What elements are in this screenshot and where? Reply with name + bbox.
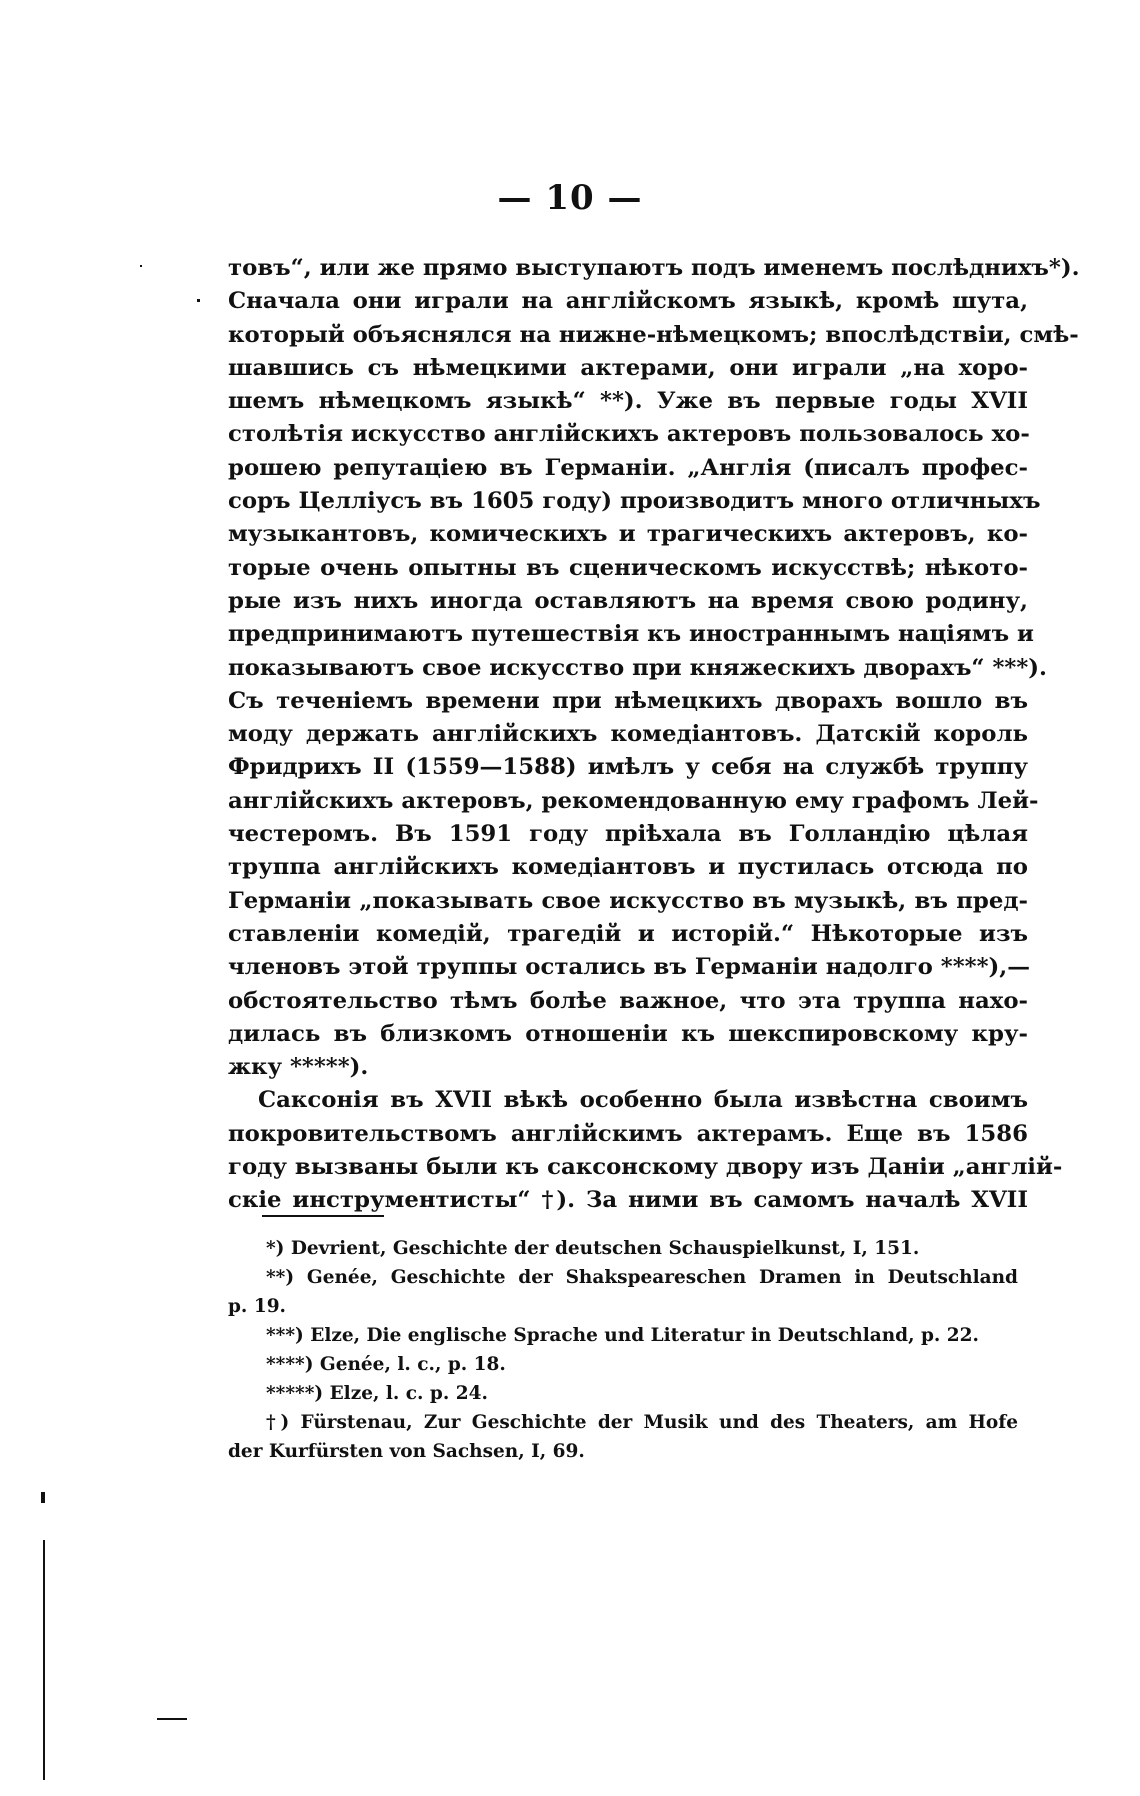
body-line: англійскихъ актеровъ, рекомендованную ему графомъ Лей- [228,787,1039,814]
paragraph-first-line: Саксонія въ XVII вѣкѣ особенно была извѣстна своимъ [258,1087,1028,1114]
body-line: показываютъ свое искусство при княжескихъ дворахъ“ ***). [228,654,1047,681]
body-line: музыкантовъ, комическихъ и трагическихъ актеровъ, ко- [228,521,1028,548]
body-line: столѣтія искусство англійскихъ актеровъ пользовалось хо- [228,421,1030,448]
body-text [228,252,1080,1218]
body-line: Съ теченіемъ времени при нѣмецкихъ дворахъ вошло въ [228,687,1028,714]
footnote: **) Genée, Geschichte der Shakspeareschen Dramen in Deutschland [266,1267,1018,1288]
body-line: который объяснялся на нижне-нѣмецкомъ; впослѣдствіи, смѣ- [228,321,1079,348]
footnote: ****) Genée, l. c., p. 18. [266,1354,506,1375]
body-line: товъ“, или же прямо выступаютъ подъ именемъ послѣднихъ*). [228,255,1080,281]
body-line: скіе инструментисты“ †). За ними въ самомъ началѣ XVII [228,1187,1028,1214]
footnote-continuation: p. 19. [228,1296,287,1317]
body-line: обстоятельство тѣмъ болѣе важное, что эта труппа нахо- [228,987,1028,1014]
body-line: году вызваны были къ саксонскому двору изъ Даніи „англій- [228,1154,1063,1181]
body-line: труппа англійскихъ комедіантовъ и пустилась отсюда по [228,854,1028,881]
body-line: Сначала они играли на англійскомъ языкѣ, кромѣ шута, [228,288,1028,315]
footnote: †) Fürstenau, Zur Geschichte der Musik und des Theaters, am Hofe [266,1412,1018,1433]
body-line: жку *****). [228,1054,369,1081]
footnote: ***) Elze, Die englische Sprache und Literatur in Deutschland, p. 22. [266,1325,979,1346]
page-number: — 10 — [497,178,643,218]
body-line: шавшись съ нѣмецкими актерами, они играли „на хоро- [228,354,1028,381]
body-line: честеромъ. Въ 1591 году пріѣхала въ Голландію цѣлая [228,821,1028,848]
footnotes [228,1234,1018,1466]
scan-mark [197,299,200,302]
body-line: рые изъ нихъ иногда оставляютъ на время свою родину, [228,587,1028,614]
scan-mark [41,1492,45,1503]
body-line: шемъ нѣмецкомъ языкѣ“ **). Уже въ первые годы XVII [228,388,1028,415]
body-line: членовъ этой труппы остались въ Германіи надолго ****),— [228,954,1031,981]
body-line: дилась въ близкомъ отношеніи къ шекспировскому кру- [228,1020,1028,1047]
footnote-separator [262,1215,384,1217]
footnote-continuation: der Kurfürsten von Sachsen, I, 69. [228,1441,585,1462]
body-line: ставленіи комедій, трагедій и исторій.“ Нѣкоторые изъ [228,920,1028,947]
footnote: *) Devrient, Geschichte der deutschen Schauspielkunst, I, 151. [266,1238,920,1259]
scan-mark [140,265,142,267]
body-line: соръ Целліусъ въ 1605 году) производитъ много отличныхъ [228,488,1041,515]
body-line: моду держать англійскихъ комедіантовъ. Датскій король [228,721,1028,748]
body-line: Фридрихъ II (1559—1588) имѣлъ у себя на службѣ труппу [228,754,1028,781]
scan-mark [43,1540,45,1780]
footnote: *****) Elze, l. c. p. 24. [266,1383,488,1404]
body-line: покровительствомъ англійскимъ актерамъ. Еще въ 1586 [228,1120,1028,1147]
body-line: предпринимаютъ путешествія къ иностраннымъ націямъ и [228,621,1034,648]
body-line: торые очень опытны въ сценическомъ искусствѣ; нѣкото- [228,554,1028,581]
scan-mark [157,1718,187,1720]
body-line: рошею репутаціею въ Германіи. „Англія (писалъ профес- [228,454,1028,481]
body-line: Германіи „показывать свое искусство въ музыкѣ, въ пред- [228,887,1028,914]
